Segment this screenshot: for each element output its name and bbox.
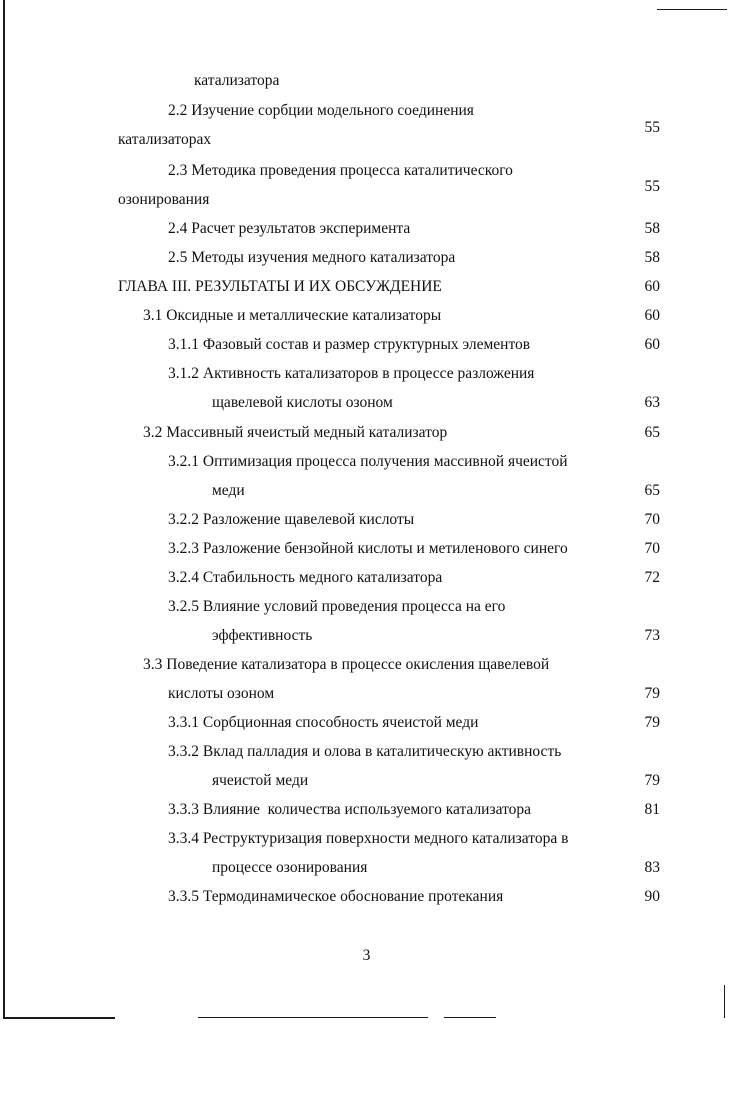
toc-page-number: 90 xyxy=(644,888,660,905)
toc-page-number: 65 xyxy=(644,482,660,499)
toc-line: 3.3.5 Термодинамическое обоснование протекания xyxy=(168,888,504,905)
toc-line: 3.1.1 Фазовый состав и размер структурных элементов xyxy=(168,336,531,353)
page-number: 3 xyxy=(362,947,371,964)
scan-border-top-right xyxy=(657,9,727,10)
toc-line: ГЛАВА III. РЕЗУЛЬТАТЫ И ИХ ОБСУЖДЕНИЕ xyxy=(118,278,442,295)
toc-line: 3.3 Поведение катализатора в процессе окисления щавелевой xyxy=(143,656,550,673)
toc-page-number: 83 xyxy=(644,859,660,876)
toc-line: щавелевой кислоты озоном xyxy=(212,394,393,411)
toc-line: 3.3.4 Реструктуризация поверхности медного катализатора в xyxy=(168,830,569,847)
toc-line: меди xyxy=(212,482,245,499)
toc-page-number: 73 xyxy=(644,627,660,644)
toc-line: озонирования xyxy=(118,191,210,208)
toc-page-number: 60 xyxy=(644,336,660,353)
toc-page-number: 79 xyxy=(644,685,660,702)
toc-line: 3.3.3 Влияние количества используемого катализатора xyxy=(168,801,532,818)
toc-page-number: 79 xyxy=(644,772,660,789)
toc-page-number: 55 xyxy=(644,119,660,136)
toc-line: 3.1 Оксидные и металлические катализаторы xyxy=(143,307,442,324)
toc-page-number: 63 xyxy=(644,394,660,411)
scan-border-right xyxy=(724,985,725,1018)
toc-line: 2.2 Изучение сорбции модельного соединения xyxy=(168,102,474,119)
toc-line: ячеистой меди xyxy=(212,772,309,789)
toc-line: 3.2.3 Разложение бензойной кислоты и метиленового синего xyxy=(168,540,568,557)
toc-line: кислоты озоном xyxy=(168,685,275,702)
toc-page-number: 58 xyxy=(644,220,660,237)
toc-line: процессе озонирования xyxy=(212,859,368,876)
toc-line: 3.3.2 Вклад палладия и олова в каталитическую активность xyxy=(168,743,562,760)
toc-line: катализаторах xyxy=(118,131,212,148)
toc-line: катализатора xyxy=(194,72,280,89)
toc-line: 2.4 Расчет результатов эксперимента xyxy=(168,220,411,237)
scan-border-bottom-3 xyxy=(444,1017,496,1018)
toc-page-number: 60 xyxy=(644,307,660,324)
toc-line: 3.2.4 Стабильность медного катализатора xyxy=(168,569,443,586)
scan-border-left xyxy=(3,0,5,1018)
toc-line: 3.2.5 Влияние условий проведения процесса на его xyxy=(168,598,506,615)
toc-page-number: 55 xyxy=(644,178,660,195)
toc-line: 3.1.2 Активность катализаторов в процессе разложения xyxy=(168,365,535,382)
toc-line: 3.3.1 Сорбционная способность ячеистой меди xyxy=(168,714,479,731)
toc-line: эффективность xyxy=(212,627,313,644)
toc-line: 2.5 Методы изучения медного катализатора xyxy=(168,249,456,266)
toc-page-number: 65 xyxy=(644,424,660,441)
toc-page-number: 79 xyxy=(644,714,660,731)
toc-page-number: 72 xyxy=(644,569,660,586)
toc-line: 3.2.1 Оптимизация процесса получения массивной ячеистой xyxy=(168,453,568,470)
toc-line: 3.2.2 Разложение щавелевой кислоты xyxy=(168,511,415,528)
toc-page-number: 60 xyxy=(644,278,660,295)
scan-border-bottom-2 xyxy=(198,1017,428,1018)
toc-page-number: 70 xyxy=(644,511,660,528)
toc-page-number: 58 xyxy=(644,249,660,266)
scan-border-bottom-1 xyxy=(3,1017,115,1019)
toc-line: 2.3 Методика проведения процесса каталитического xyxy=(168,162,513,179)
toc-page-number: 70 xyxy=(644,540,660,557)
toc-line: 3.2 Массивный ячеистый медный катализатор xyxy=(143,424,448,441)
toc-page-number: 81 xyxy=(644,801,660,818)
